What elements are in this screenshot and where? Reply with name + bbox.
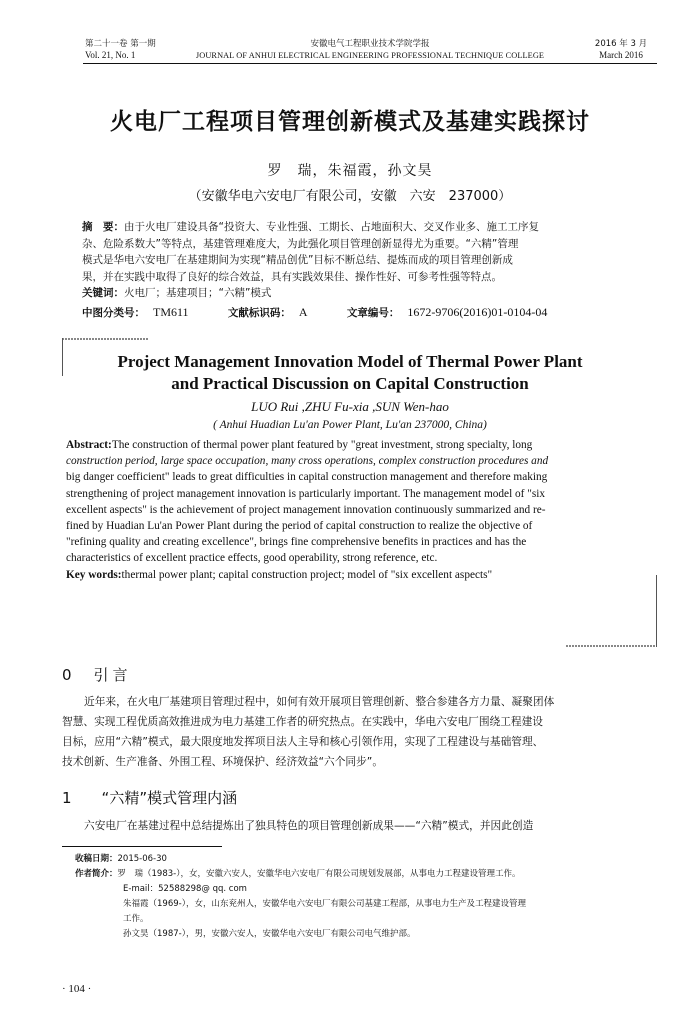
abstract-cn-text-1: 由于火电厂建设具备“投资大、专业性强、工期长、占地面积大、交叉作业多、施工工序复 [124, 221, 539, 233]
received-label: 收稿日期： [75, 854, 118, 864]
abstract-cn [82, 219, 658, 302]
header-date-en: March 2016 [599, 50, 643, 60]
section-1-paragraph [62, 816, 656, 836]
abstract-en-text-1: The construction of thermal power plant featured by "great investment, strong specialty, long [111, 439, 533, 451]
author-bio-1-text: 罗 瑞（1983-），女，安徽六安人，安徽华电六安电厂有限公司规划发展部，从事电力工程建设管理工作。 [117, 869, 521, 879]
keywords-en-label: Key words: [66, 568, 122, 581]
abstract-cn-line-4: 果，并在实践中取得了良好的综合效益，具有实践效果佳、操作性好、可参考性强等特点。 [82, 270, 502, 283]
author-bio-3: 孙文昊（1987-），男，安徽六安人，安徽华电六安电厂有限公司电气维护部。 [123, 929, 416, 939]
author-bio-2: 朱福霞（1969-），女，山东兖州人，安徽华电六安电厂有限公司基建工程部，从事电力生产及工程建设管理 [123, 899, 526, 909]
author-bio-1 [75, 867, 665, 882]
abstract-en-line-2: construction period, large space occupation, many cross operations, complex construction procedures and [66, 455, 549, 468]
abstract-en-line-8: characteristics of excellent practice effects, good operability, strong reference, etc. [66, 552, 438, 565]
abstract-cn-line-2: 杂、危险系数大”等特点，基建管理难度大，为此强化项目管理创新显得尤为重要。“六精”管理 [82, 237, 519, 250]
abstract-en-label: Abstract: [66, 439, 112, 451]
abstract-en-line-6: fined by Huadian Lu'an Power Plant during the period of capital construction to realize the objective of [66, 520, 533, 533]
affiliation-en: ( Anhui Huadian Lu'an Power Plant, Lu'an 237000, China) [213, 419, 487, 431]
keywords-en [66, 567, 652, 583]
keywords-cn-text: 火电厂；基建项目；“六精”模式 [124, 287, 272, 299]
paper-title-en-line-1: Project Management Innovation Model of Thermal Power Plant [117, 352, 583, 371]
header-journal-cn: 安徽电气工程职业技术学院学报 [310, 39, 430, 49]
classification-line [82, 304, 658, 322]
section-0-heading [62, 664, 132, 685]
section-1-number: 1 [62, 789, 72, 807]
abstract-en-line-4: strengthening of project management innovation is particularly important. The management model of "six [66, 487, 546, 500]
article-number-label: 文章编号： [346, 307, 400, 319]
author-email: E-mail：52588298@ qq. com [123, 884, 247, 894]
frame-right-bar [656, 575, 657, 647]
frame-left-bar [62, 338, 63, 376]
section-0-paragraph [62, 692, 656, 772]
doc-code-value: A [298, 305, 308, 319]
abstract-en-line-3: big danger coefficient" leads to great difficulties in capital construction management and therefore making [66, 471, 548, 484]
abstract-en-line-7: "refining quality and creating excellence", brings fine comprehensive benefits in practices and has the [66, 536, 527, 549]
section-0-line-3: 目标，应用“六精”模式，最大限度地发挥项目法人主导和核心引领作用，实现了工程建设与基础管理、 [62, 735, 544, 748]
frame-bottom-right [566, 645, 656, 647]
abstract-en-line-5: excellent aspects" is the achievement of project management innovation continuously summarized and re- [66, 503, 546, 516]
author-bio-2-cont: 工作。 [123, 914, 149, 924]
section-0-line-1: 近年来，在火电厂基建项目管理过程中，如何有效开展项目管理创新、整合参建各方力量、凝聚团体 [84, 695, 555, 708]
header-volume-en: Vol. 21, No. 1 [85, 50, 136, 60]
keywords-cn-label: 关键词： [82, 287, 124, 299]
abstract-cn-line-1 [82, 219, 658, 236]
bio-label: 作者简介： [75, 869, 118, 879]
abstract-cn-line-3: 模式是华电六安电厂在基建期间为实现“精品创优”目标不断总结、提炼而成的项目管理创新成 [82, 254, 513, 266]
footnotes [75, 852, 665, 942]
received-date [75, 852, 665, 867]
paper-title-cn: 火电厂工程项目管理创新模式及基建实践探讨 [110, 109, 590, 135]
keywords-cn [82, 285, 658, 302]
abstract-cn-label: 摘 要： [82, 221, 124, 233]
frame-top-left [62, 338, 148, 340]
affiliation-cn: （安徽华电六安电厂有限公司，安徽 六安 237000） [188, 189, 512, 204]
page-number: · 104 · [62, 983, 92, 995]
abstract-en-line-1 [66, 437, 652, 453]
footnote-rule [62, 846, 222, 847]
clc-value: TM611 [153, 305, 189, 319]
section-0-title: 引言 [93, 666, 132, 684]
header-journal-en: JOURNAL OF ANHUI ELECTRICAL ENGINEERING PROFESSIONAL TECHNIQUE COLLEGE [195, 51, 545, 60]
header-rule [83, 63, 657, 64]
article-number-value: 1672-9706(2016)01-0104-04 [407, 305, 548, 319]
paper-title-en-line-2: and Practical Discussion on Capital Construction [171, 374, 529, 393]
section-1-heading [62, 787, 237, 808]
authors-cn: 罗 瑞，朱福霞，孙文昊 [267, 163, 433, 179]
authors-en: LUO Rui ,ZHU Fu-xia ,SUN Wen-hao [251, 399, 449, 414]
abstract-en [66, 437, 652, 583]
section-0-line-4: 技术创新、生产准备、外围工程、环境保护、经济效益“六个同步”。 [62, 755, 384, 768]
section-1-line-1: 六安电厂在基建过程中总结提炼出了独具特色的项目管理创新成果——“六精”模式，并因此创造 [84, 819, 534, 832]
doc-code-label: 文献标识码： [227, 307, 291, 319]
header-date-cn: 2016 年 3 月 [594, 39, 648, 49]
header-volume-cn: 第二十一卷 第一期 [85, 39, 156, 49]
section-0-line-2: 智慧、实现工程优质高效推进成为电力基建工作者的研究热点。在实践中，华电六安电厂围绕工程建设 [62, 715, 543, 728]
received-value: 2015-06-30 [117, 854, 167, 864]
section-1-title: “六精”模式管理内涵 [101, 789, 238, 807]
keywords-en-text: thermal power plant; capital construction project; model of "six excellent aspects" [121, 568, 493, 581]
section-0-number: 0 [62, 666, 72, 684]
clc-label: 中图分类号： [82, 307, 145, 319]
